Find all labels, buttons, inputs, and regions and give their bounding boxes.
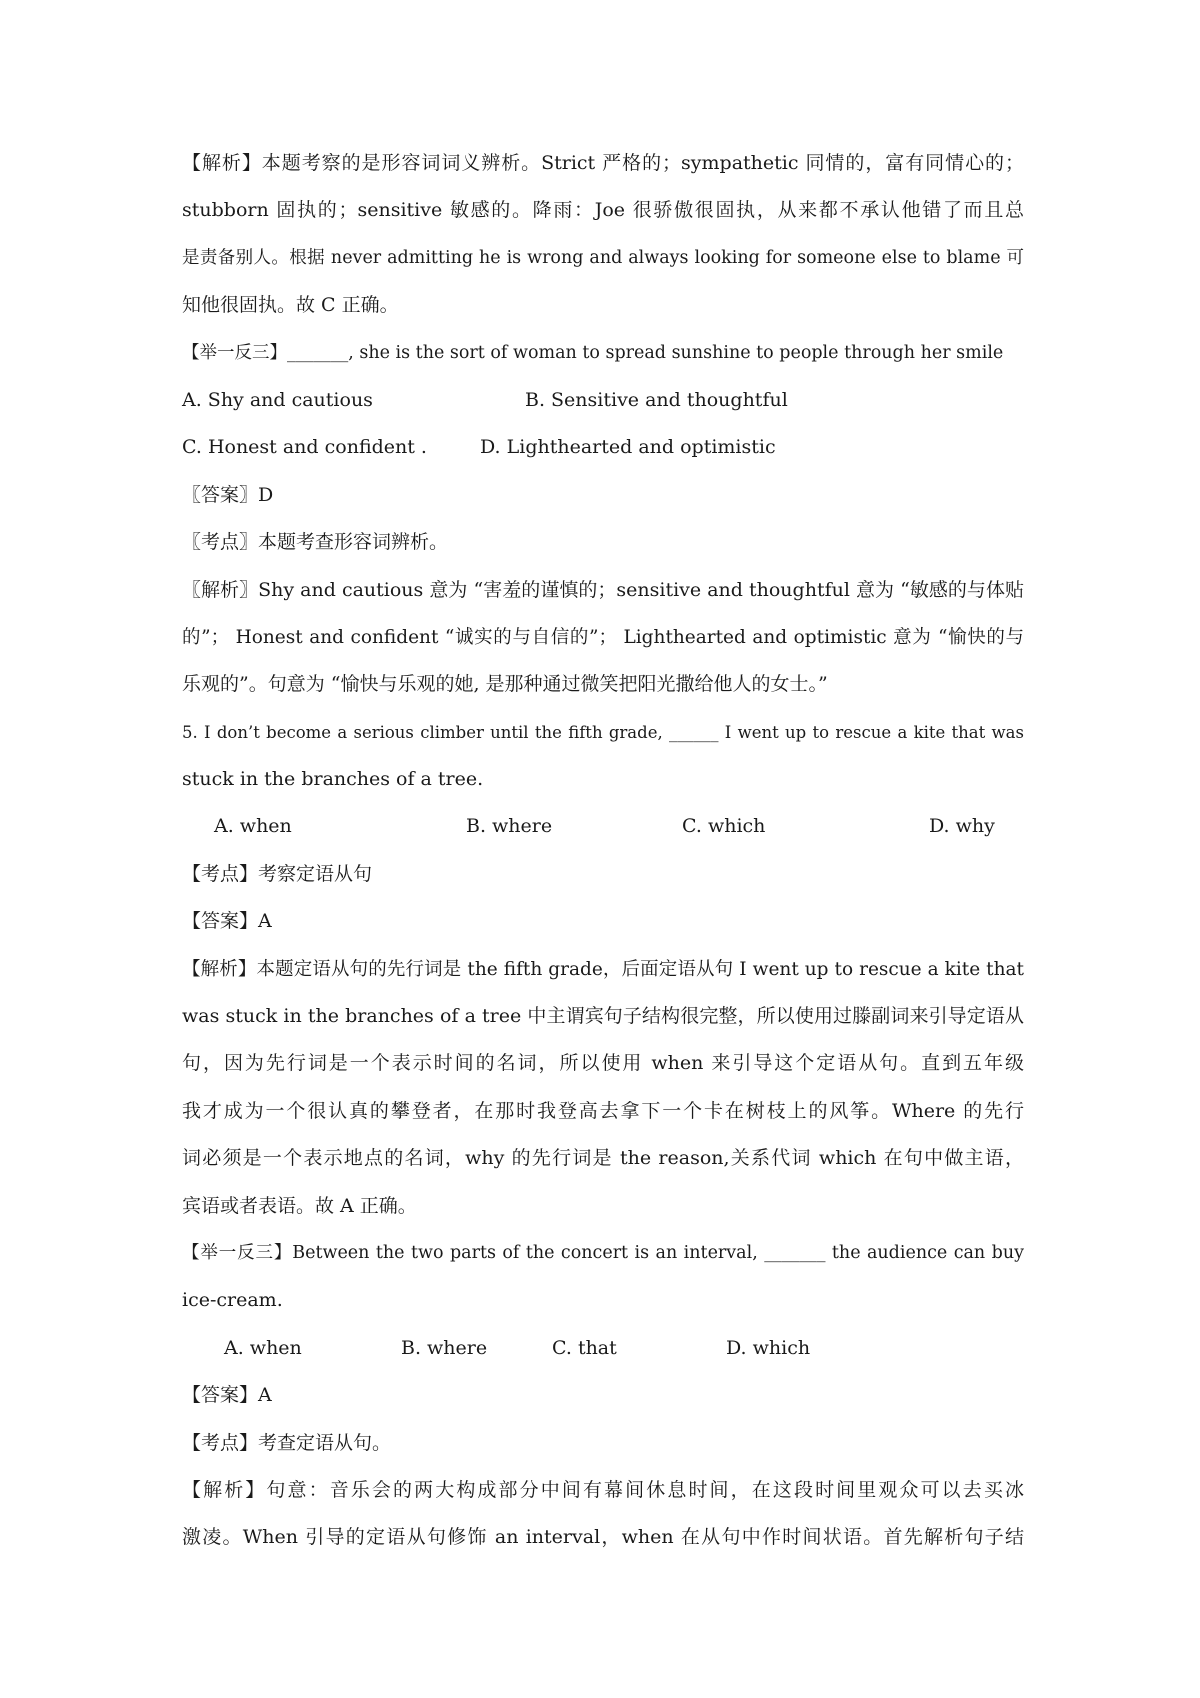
analysis-line: 宾语或者表语。故 A 正确。 bbox=[182, 1194, 417, 1217]
analysis-line: 【解析】本题考察的是形容词词义辨析。Strict 严格的；sympathetic 同情的，富有同情心的； bbox=[182, 152, 1024, 174]
kaodian: 【考点】考察定语从句 bbox=[182, 862, 373, 885]
options-row bbox=[182, 377, 1024, 424]
analysis-line: 【解析】句意：音乐会的两大构成部分中间有幕间休息时间，在这段时间里观众可以去买冰 bbox=[182, 1478, 1024, 1501]
option-a: A. Shy and cautious bbox=[182, 388, 373, 411]
practice-stem: 【举一反三】_______, she is the sort of woman to spread sunshine to people through her smile bbox=[182, 342, 1004, 363]
option-d: D. which bbox=[726, 1336, 811, 1359]
answer: 〖答案〗D bbox=[182, 483, 274, 506]
analysis-line: 词必须是一个表示地点的名词，why 的先行词是 the reason,关系代词 which 在句中做主语， bbox=[182, 1147, 1024, 1170]
answer: 【答案】A bbox=[182, 910, 272, 933]
question-stem: 5. I don’t become a serious climber until the fifth grade, ______ I went up to rescue a kite that was bbox=[182, 722, 1024, 742]
analysis-line: 我才成为一个很认真的攀登者，在那时我登高去拿下一个卡在树枝上的风筝。Where 的先行 bbox=[182, 1099, 1024, 1122]
analysis-line: stubborn 固执的；sensitive 敏感的。降雨：Joe 很骄傲很固执，从来都不承认他错了而且总 bbox=[182, 199, 1024, 222]
option-a: A. when bbox=[214, 815, 292, 838]
answer: 【答案】A bbox=[182, 1384, 272, 1407]
option-c: C. that bbox=[552, 1336, 617, 1359]
analysis-line: 是责备别人。根据 never admitting he is wrong and always looking for someone else to blame 可 bbox=[182, 247, 1024, 268]
analysis-line: 激凌。When 引导的定语从句修饰 an interval，when 在从句中作时间状语。首先解析句子结 bbox=[182, 1526, 1024, 1549]
option-b: B. where bbox=[466, 815, 553, 838]
option-b: B. where bbox=[401, 1336, 488, 1359]
option-b: B. Sensitive and thoughtful bbox=[525, 388, 788, 411]
option-c: C. which bbox=[682, 815, 766, 838]
analysis-line: 乐观的”。句意为 “愉快与乐观的她, 是那种通过微笑把阳光撒给他人的女士。” bbox=[182, 673, 828, 696]
option-c: C. Honest and confident . bbox=[182, 436, 427, 459]
option-a: A. when bbox=[224, 1336, 302, 1359]
analysis-line: was stuck in the branches of a tree 中主谓宾句子结构很完整，所以使用过滕副词来引导定语从 bbox=[182, 1005, 1024, 1028]
analysis-line: 【解析】本题定语从句的先行词是 the fifth grade，后面定语从句 I went up to rescue a kite that bbox=[182, 958, 1024, 980]
option-d: D. why bbox=[929, 815, 995, 838]
kaodian: 【考点】考查定语从句。 bbox=[182, 1431, 392, 1454]
analysis-line: 的”； Honest and confident “诚实的与自信的”； Lighthearted and optimistic 意为 “愉快的与 bbox=[182, 626, 1024, 648]
analysis-line: 〖解析〗Shy and cautious 意为 “害羞的谨慎的；sensitive and thoughtful 意为 “敏感的与体贴 bbox=[182, 578, 1024, 601]
options-row bbox=[182, 424, 1024, 471]
kaodian: 〖考点〗本题考查形容词辨析。 bbox=[182, 531, 449, 554]
document-body bbox=[182, 140, 1024, 1562]
practice-stem: 【举一反三】Between the two parts of the concert is an interval, _______ the audience can buy bbox=[182, 1242, 1024, 1263]
options-row bbox=[182, 1325, 1024, 1372]
analysis-line: 知他很固执。故 C 正确。 bbox=[182, 294, 399, 317]
analysis-line: 句，因为先行词是一个表示时间的名词，所以使用 when 来引导这个定语从句。直到五年级 bbox=[182, 1052, 1024, 1075]
practice-stem: ice-cream. bbox=[182, 1289, 283, 1312]
options-row bbox=[182, 803, 1024, 850]
option-d: D. Lighthearted and optimistic bbox=[480, 436, 776, 459]
question-stem: stuck in the branches of a tree. bbox=[182, 768, 484, 791]
